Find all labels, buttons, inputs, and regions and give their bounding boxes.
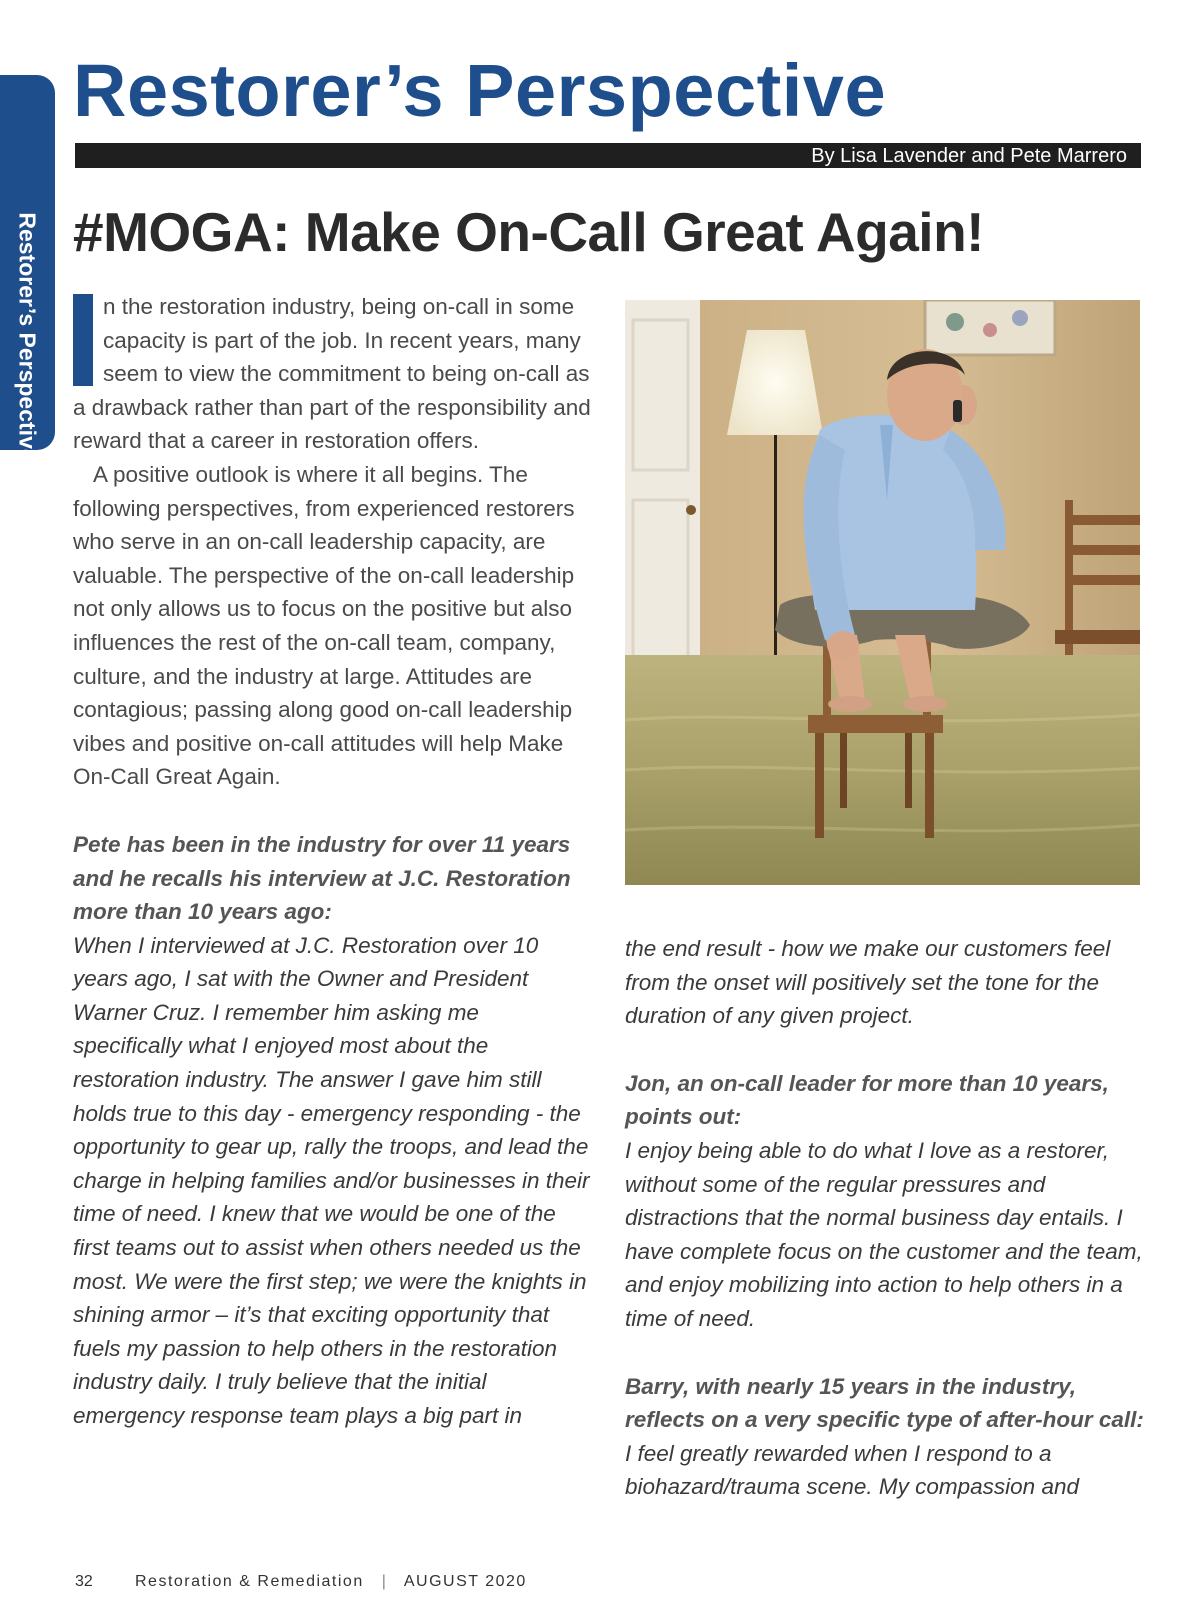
barry-quote: I feel greatly rewarded when I respond to a biohazard/trauma scene. My compassion and (625, 1440, 1079, 1500)
page-number: 32 (75, 1573, 93, 1590)
section-side-tab-label: Restorer’s Perspective (14, 212, 41, 462)
page-footer (75, 1573, 527, 1591)
drop-cap-bar (73, 294, 93, 386)
right-column (625, 932, 1145, 1504)
byline-bar (75, 143, 1141, 168)
byline: By Lisa Lavender and Pete Marrero (811, 145, 1127, 167)
footer-separator: | (381, 1573, 386, 1590)
magazine-name: Restoration & Remediation (135, 1573, 364, 1590)
section-side-tab (0, 75, 55, 462)
pete-quote-continued: the end result - how we make our customers feel from the onset will positively set the tone for the duration of any given project. (625, 936, 1111, 1029)
jon-quote: I enjoy being able to do what I love as a restorer, without some of the regular pressures and distractions that the normal business day entails. I have complete focus on the customer and the team, and enjoy mobilizing into action to help others in a time of need. (625, 1137, 1143, 1331)
issue-date: AUGUST 2020 (403, 1573, 527, 1590)
outlook-paragraph: A positive outlook is where it all begins. The following perspectives, from experienced restorers who serve in an on-call leadership capacity, are valuable. The perspective of the on-call leadership not only allows us to focus on the positive but also influences the rest of the on-call team, company, culture, and the industry at large. Attitudes are contagious; passing along good on-call leadership vibes and positive on-call attitudes will help Make On-Call Great Again. (73, 461, 575, 790)
pete-lead-in: Pete has been in the industry for over 11 years and he recalls his interview at J.C. Restoration more than 10 years ago: (73, 831, 571, 925)
left-column (73, 290, 591, 1433)
section-title: Restorer’s Perspective (73, 49, 887, 132)
barry-lead-in: Barry, with nearly 15 years in the industry, reflects on a very specific type of after-hour call: (625, 1373, 1144, 1433)
intro-text: n the restoration industry, being on-call in some capacity is part of the job. In recent years, many seem to view the commitment to being on-call as a drawback rather than part of the responsibility and reward that a career in restoration offers. (73, 294, 591, 454)
article-headline: #MOGA: Make On-Call Great Again! (73, 201, 984, 263)
pete-quote: When I interviewed at J.C. Restoration over 10 years ago, I sat with the Owner and President Warner Cruz. I remember him asking me specifically what I enjoyed most about the restoration industry. The answer I gave him still holds true to this day - emergency responding - the opportunity to gear up, rally the troops, and lead the charge in helping families and/or businesses in their time of need. I knew that we would be one of the first teams out to assist when others needed us the most. We were the first step; we were the knights in shining armor – it’s that exciting opportunity that fuels my passion to help others in the restoration industry daily. I truly believe that the initial emergency response team plays a big part in (73, 932, 590, 1428)
man-on-chair-flood-photo (625, 300, 1140, 885)
jon-lead-in: Jon, an on-call leader for more than 10 years, points out: (625, 1070, 1109, 1130)
intro-paragraph (73, 290, 591, 458)
